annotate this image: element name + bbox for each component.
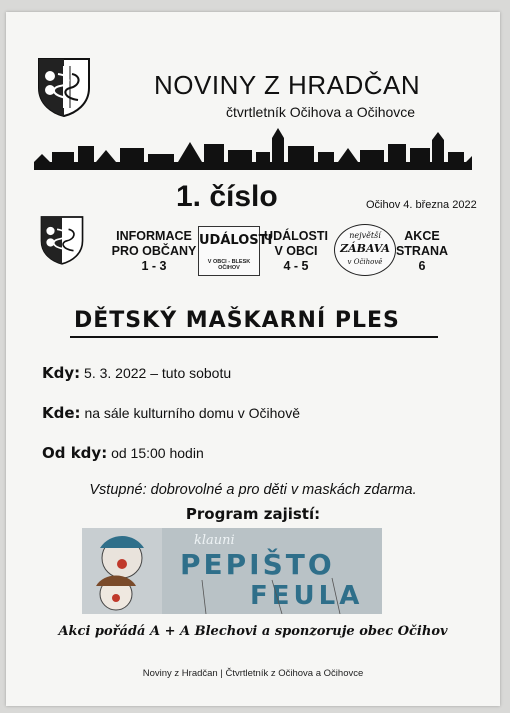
toc-events-page-line2: STRANA (395, 244, 449, 258)
toc-citizen-info-line1: INFORMACE (116, 229, 192, 243)
banner-bottom-text: FEULA (250, 581, 364, 611)
toc-events-page-line1: AKCE (404, 229, 440, 243)
village-skyline-illustration (34, 124, 472, 170)
issue-number: 1. číslo (176, 180, 278, 213)
toc-citizen-info (98, 229, 210, 274)
event-time-value: od 15:00 hodin (111, 445, 204, 461)
entry-fee-text: Vstupné: dobrovolné a pro děti v maskách zdarma. (89, 482, 417, 498)
zabava-logo-top: největší (349, 231, 381, 240)
event-headline: DĚTSKÝ MAŠKARNÍ PLES (74, 308, 400, 333)
toc-village-events-pages: 4 - 5 (283, 259, 309, 273)
issue-date: Očihov 4. března 2022 (366, 199, 477, 211)
zabava-logo (334, 224, 396, 276)
masthead-title: NOVINY Z HRADČAN (154, 70, 421, 100)
event-where-row (42, 404, 300, 422)
event-time-label: Od kdy: (42, 444, 108, 462)
masthead-subtitle: čtvrtletník Očihova a Očihovce (226, 104, 416, 120)
event-time-row (42, 444, 204, 462)
banner-top-text: PEPIŠTO (180, 548, 335, 581)
udalosti-logo (198, 226, 273, 276)
zabava-logo-sub: v Očihově (347, 258, 383, 266)
village-crest-icon (36, 56, 92, 118)
event-when-row (42, 364, 231, 382)
toc-village-events (258, 229, 334, 274)
toc-events-page (394, 229, 450, 274)
newsletter-page (6, 12, 500, 706)
toc-village-events-line2: V OBCI (274, 244, 318, 258)
clown-banner-image (82, 528, 382, 614)
headline-underline (70, 336, 438, 338)
village-crest-small-icon (39, 214, 85, 266)
page-footer: Noviny z Hradčan | Čtvrtletník z Očihova a Očihovce (142, 668, 364, 679)
toc-citizen-info-line2: PRO OBČANY (111, 244, 197, 258)
toc-citizen-info-pages: 1 - 3 (141, 259, 167, 273)
zabava-logo-text: ZÁBAVA (340, 242, 390, 255)
event-when-value: 5. 3. 2022 – tuto sobotu (84, 365, 232, 381)
organizer-text: Akci pořádá A + A Blechovi a sponzoruje obec Očihov (58, 624, 448, 639)
event-where-value: na sále kulturního domu v Očihově (84, 405, 301, 421)
event-where-label: Kde: (42, 404, 81, 422)
udalosti-logo-text: UDÁLOSTI (199, 233, 273, 248)
toc-village-events-line1: UDÁLOSTI (264, 229, 328, 243)
toc-events-page-pages: 6 (418, 259, 426, 273)
event-when-label: Kdy: (42, 364, 81, 382)
banner-small-text: klauni (194, 533, 235, 548)
program-label: Program zajistí: (185, 505, 321, 523)
udalosti-logo-subtext: V OBCI - BLESK OČIHOV (207, 259, 251, 271)
